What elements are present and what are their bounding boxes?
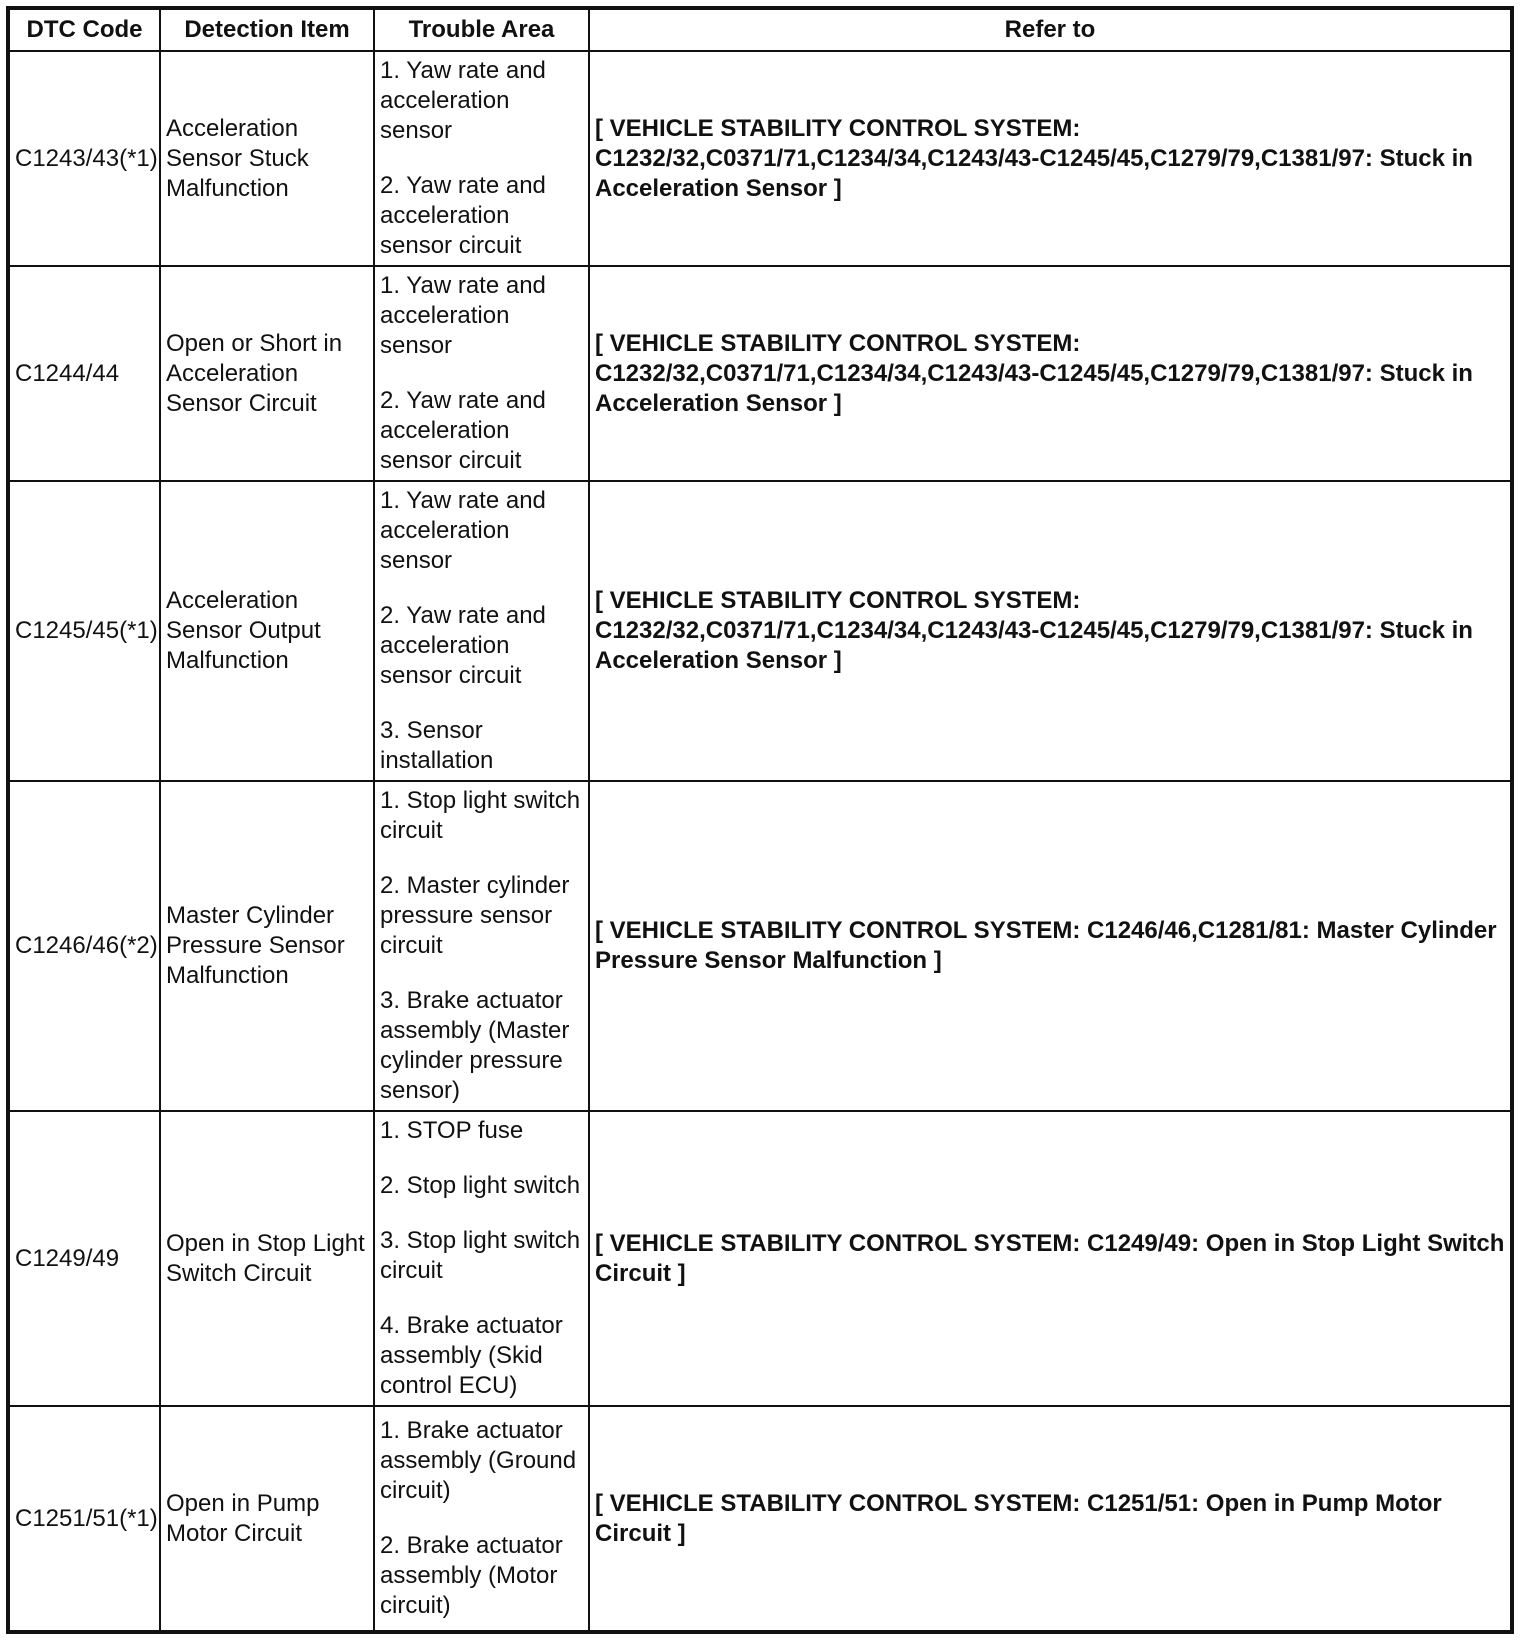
detection-item-cell: Acceleration Sensor Stuck Malfunction — [160, 51, 374, 266]
trouble-area-cell — [374, 51, 589, 266]
trouble-area-item: 3. Brake actuator assembly (Master cylinder pressure sensor) — [380, 987, 570, 1104]
table-row — [8, 51, 1512, 266]
detection-item-cell: Open in Pump Motor Circuit — [160, 1406, 374, 1632]
table-row — [8, 266, 1512, 481]
dtc-code-cell: C1243/43(*1) — [8, 51, 160, 266]
detection-item-cell: Acceleration Sensor Output Malfunction — [160, 481, 374, 781]
trouble-area-item: 4. Brake actuator assembly (Skid control ECU) — [380, 1312, 563, 1399]
trouble-area-item: 2. Yaw rate and acceleration sensor circuit — [380, 602, 546, 689]
trouble-area-item: 2. Brake actuator assembly (Motor circuit) — [380, 1532, 563, 1619]
header-trouble-area: Trouble Area — [374, 8, 589, 51]
trouble-area-item: 2. Yaw rate and acceleration sensor circuit — [380, 387, 546, 474]
trouble-area-cell — [374, 1111, 589, 1406]
trouble-area-cell — [374, 481, 589, 781]
refer-to-link[interactable]: [ VEHICLE STABILITY CONTROL SYSTEM: C1232/32,C0371/71,C1234/34,C1243/43-C1245/45,C1279/79,C1381/97: Stuck in Acceleration Sensor ] — [589, 266, 1512, 481]
detection-item-cell: Open in Stop Light Switch Circuit — [160, 1111, 374, 1406]
trouble-area-item: 2. Stop light switch — [380, 1172, 581, 1199]
dtc-code-cell: C1251/51(*1) — [8, 1406, 160, 1632]
dtc-code-cell: C1246/46(*2) — [8, 781, 160, 1111]
table-row — [8, 1111, 1512, 1406]
trouble-area-cell — [374, 266, 589, 481]
header-row — [8, 8, 1512, 51]
trouble-area-cell — [374, 781, 589, 1111]
header-detection-item: Detection Item — [160, 8, 374, 51]
trouble-area-item: 3. Stop light switch circuit — [380, 1227, 581, 1284]
dtc-code-cell: C1244/44 — [8, 266, 160, 481]
trouble-area-item: 1. Brake actuator assembly (Ground circuit) — [380, 1417, 577, 1504]
table-row — [8, 781, 1512, 1111]
refer-to-link[interactable]: [ VEHICLE STABILITY CONTROL SYSTEM: C1246/46,C1281/81: Master Cylinder Pressure Sensor Malfunction ] — [589, 781, 1512, 1111]
trouble-area-item: 1. Stop light switch circuit — [380, 787, 581, 844]
trouble-area-item: 1. Yaw rate and acceleration sensor — [380, 57, 546, 144]
trouble-area-cell — [374, 1406, 589, 1632]
table-row — [8, 481, 1512, 781]
refer-to-link[interactable]: [ VEHICLE STABILITY CONTROL SYSTEM: C1232/32,C0371/71,C1234/34,C1243/43-C1245/45,C1279/79,C1381/97: Stuck in Acceleration Sensor ] — [589, 51, 1512, 266]
refer-to-link[interactable]: [ VEHICLE STABILITY CONTROL SYSTEM: C1232/32,C0371/71,C1234/34,C1243/43-C1245/45,C1279/79,C1381/97: Stuck in Acceleration Sensor ] — [589, 481, 1512, 781]
trouble-area-item: 2. Master cylinder pressure sensor circuit — [380, 872, 570, 959]
trouble-area-item: 3. Sensor installation — [380, 717, 494, 774]
table-row — [8, 1406, 1512, 1632]
header-refer-to: Refer to — [589, 8, 1512, 51]
trouble-area-item: 2. Yaw rate and acceleration sensor circuit — [380, 172, 546, 259]
header-dtc-code: DTC Code — [8, 8, 160, 51]
detection-item-cell: Open or Short in Acceleration Sensor Circuit — [160, 266, 374, 481]
dtc-code-cell: C1245/45(*1) — [8, 481, 160, 781]
dtc-table — [6, 6, 1514, 1634]
refer-to-link[interactable]: [ VEHICLE STABILITY CONTROL SYSTEM: C1251/51: Open in Pump Motor Circuit ] — [589, 1406, 1512, 1632]
trouble-area-item: 1. Yaw rate and acceleration sensor — [380, 487, 546, 574]
dtc-code-cell: C1249/49 — [8, 1111, 160, 1406]
detection-item-cell: Master Cylinder Pressure Sensor Malfunction — [160, 781, 374, 1111]
refer-to-link[interactable]: [ VEHICLE STABILITY CONTROL SYSTEM: C1249/49: Open in Stop Light Switch Circuit ] — [589, 1111, 1512, 1406]
trouble-area-item: 1. Yaw rate and acceleration sensor — [380, 272, 546, 359]
trouble-area-item: 1. STOP fuse — [380, 1117, 524, 1144]
